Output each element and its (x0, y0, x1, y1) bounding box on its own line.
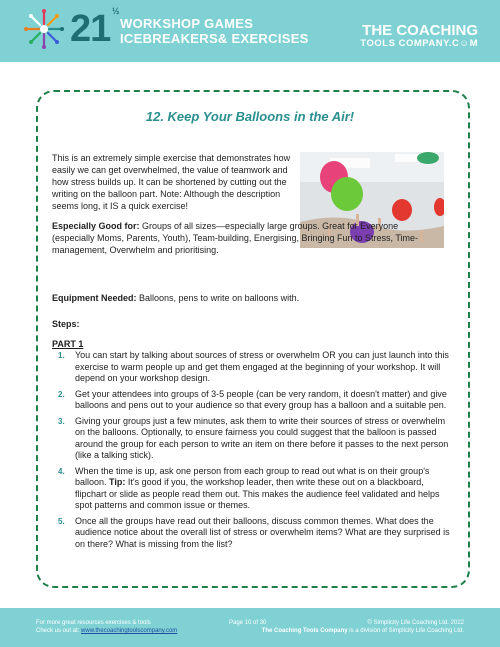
page-number: Page 10 of 30 (229, 620, 267, 626)
step-text-pre: When the time is up, ask one person from each group to read out what is on their group's balloon. (75, 465, 430, 487)
company-logo-line1: THE COACHING (362, 22, 478, 39)
company-logo-line2: TOOLS COMPANY.C☺M (360, 38, 478, 49)
starburst-logo-icon (24, 9, 64, 49)
footer-copyright: © Simplicity Life Coaching Ltd. 2022 (367, 620, 464, 626)
list-item (52, 416, 452, 462)
website-link[interactable]: www.thecoachingtoolscompany.com (81, 628, 178, 634)
steps-list (52, 350, 452, 554)
footer-division (262, 627, 464, 635)
steps-heading: Steps: (52, 319, 80, 329)
footer-company-name: The Coaching Tools Company (261, 628, 348, 634)
step-number: 5. (58, 516, 65, 526)
good-for-paragraph (52, 220, 442, 256)
step-text: It's good if you, the workshop leader, then write these out on a blackboard, flipchart or slide as people read them out. This makes the audience feel validated and helps spot patterns and common issue or themes. (75, 477, 440, 510)
good-for-label: Especially Good for: (52, 221, 140, 231)
header-band (0, 0, 500, 62)
footer-resources-text: For more great resources exercises & tools (36, 620, 151, 626)
footer-division-text: is a division of Simplicity Life Coaching Ltd. (347, 628, 464, 634)
footer-checkus-text: Check us out at: (36, 628, 82, 634)
footer-band (0, 608, 500, 647)
step-text: Giving your groups just a few minutes, ask them to write their sources of stress or overwhelm on the balloons. Optionally, to ensure fairness you could suggest that the balloon is passed around the group for each person to write an item on there before it passes to the next person (like a talking stick). (75, 415, 449, 460)
equipment-paragraph (52, 292, 442, 304)
good-for-text: Groups of all sizes—especially large groups. Great for Everyone (especially Moms, Parents, Youth), Team-building, Energising, Bringing Fun to Stress, Time-management, Overwhelm and prioritising. (52, 221, 419, 255)
part-heading: PART 1 (52, 339, 84, 349)
intro-paragraph: This is an extremely simple exercise that demonstrates how easily we can get overwhelmed, the value of teamwork and how stress builds up. It can be shortened by cutting out the writing on the balloon part. Note: Although the description seems long, it IS a quick exercise! (52, 153, 291, 211)
step-text: Once all the groups have read out their balloons, discuss common themes. What does the audience notice about the overall list of stress or overwhelm items? What are they surprised is on there? What is missing from the list? (75, 515, 450, 549)
header-title-line2: ICEBREAKERS& EXERCISES (120, 31, 309, 46)
list-item (52, 466, 452, 512)
step-number: 3. (58, 416, 65, 426)
list-item (52, 350, 452, 385)
step-number: 4. (58, 466, 65, 476)
step-text: You can start by talking about sources of stress or overwhelm OR you can just launch into this exercise to warm people up and get them engaged at the beginning of your workshop. It will depend on your workshop design. (75, 350, 449, 383)
header-title-line1: WORKSHOP GAMES (120, 16, 254, 31)
header-half: ½ (112, 6, 120, 16)
footer-checkus (36, 627, 177, 635)
equipment-label: Equipment Needed: (52, 293, 137, 303)
tip-label: Tip: (109, 477, 126, 487)
step-number: 1. (58, 351, 65, 360)
exercise-title: 12. Keep Your Balloons in the Air! (145, 109, 355, 124)
equipment-text: Balloons, pens to write on balloons with. (136, 293, 300, 303)
list-item (52, 516, 452, 551)
step-number: 2. (58, 389, 65, 399)
header-number: 21 (70, 8, 111, 50)
step-text: Get your attendees into groups of 3-5 people (can be very random, it doesn't matter) and give balloons and pens out to your audience so that every group has a balloon and a suitable pen. (75, 388, 447, 410)
list-item (52, 389, 452, 412)
